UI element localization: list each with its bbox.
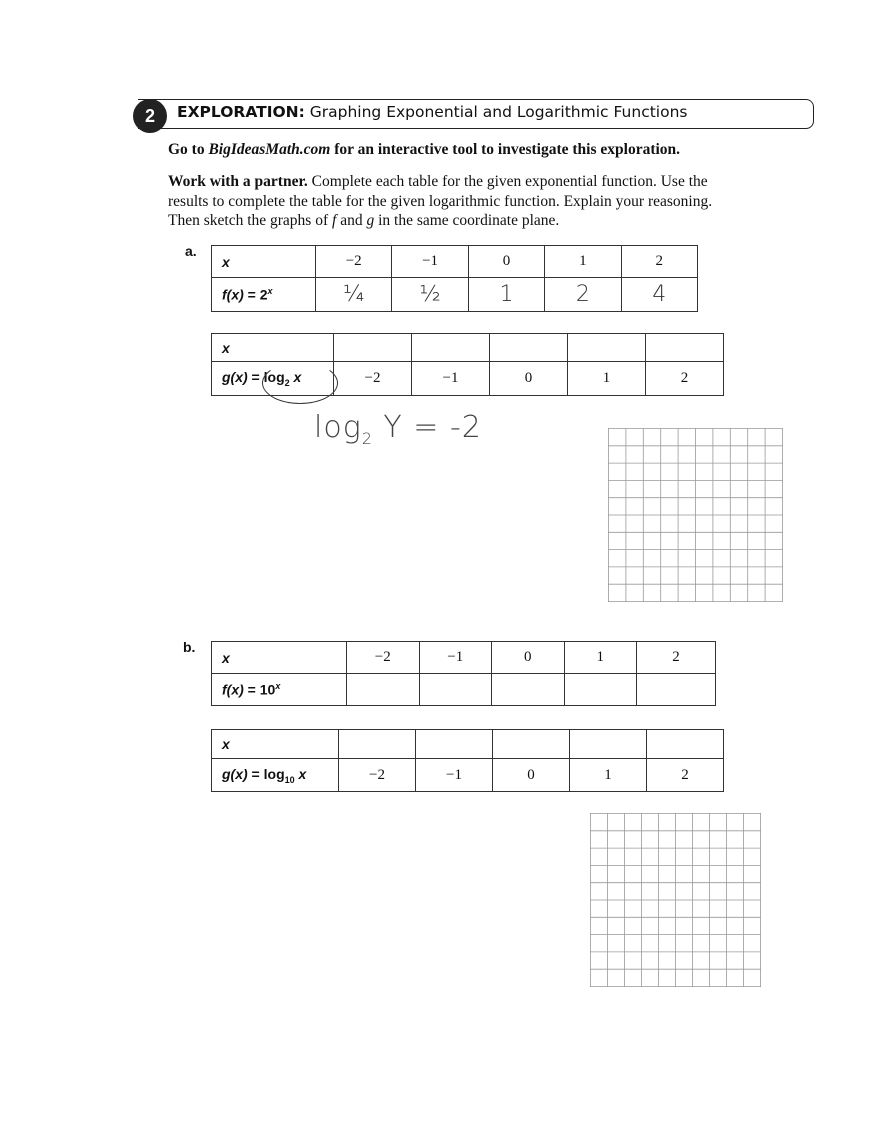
part-a-x-row <box>212 246 698 278</box>
part-b-gx-row <box>212 730 724 759</box>
part-a-coordinate-grid[interactable] <box>608 428 783 602</box>
part-a-f-cell[interactable] <box>545 278 621 312</box>
g-label-base: 2 <box>284 377 290 388</box>
g-label-eq: = log <box>247 369 285 386</box>
part-a-g-value: 0 <box>490 362 568 396</box>
part-a-x-value: 0 <box>468 246 544 278</box>
part-b-g-value: 1 <box>570 759 647 792</box>
g-label-base: 10 <box>284 774 295 785</box>
exploration-title-rest: Graphing Exponential and Logarithmic Functions <box>304 103 688 121</box>
part-b-g-value: −2 <box>339 759 416 792</box>
f-label-eq: = 10 <box>243 681 276 698</box>
f-label-exp: x <box>267 286 273 297</box>
part-a-f-cell[interactable] <box>621 278 697 312</box>
handwritten-value: 4 <box>652 282 667 307</box>
part-b-x-value: 0 <box>492 642 565 674</box>
handwritten-value: 2 <box>575 282 590 307</box>
part-b-f-header <box>212 674 347 706</box>
part-a-f-cell[interactable] <box>468 278 544 312</box>
note-base: 2 <box>361 429 373 448</box>
instructions-lead: Work with a partner. <box>168 173 308 190</box>
part-b-f-cell[interactable] <box>564 674 637 706</box>
part-b-exponential-table <box>211 641 716 706</box>
instructions-g: g <box>366 212 375 229</box>
part-b-gx-cell[interactable] <box>339 730 416 759</box>
handwritten-note <box>314 410 482 448</box>
part-a-exponential-table <box>211 245 698 312</box>
instructions-text2: in the same coordinate plane. <box>374 212 560 229</box>
part-a-f-header <box>212 278 316 312</box>
part-b-logarithmic-table <box>211 729 724 792</box>
part-a-gx-cell[interactable] <box>568 334 646 362</box>
part-b-g-value: 2 <box>647 759 724 792</box>
part-b-x-value: 1 <box>564 642 637 674</box>
handwritten-value: ½ <box>419 282 441 307</box>
part-a-gx-cell[interactable] <box>412 334 490 362</box>
intro-line <box>168 140 738 160</box>
part-a-x-value: −1 <box>392 246 468 278</box>
part-b-x-value: −2 <box>347 642 420 674</box>
intro-pre: Go to <box>168 141 209 158</box>
part-b-x-header: x <box>212 642 347 674</box>
part-b-gx-cell[interactable] <box>647 730 724 759</box>
part-b-g-row <box>212 759 724 792</box>
instructions-paragraph <box>168 172 738 231</box>
instructions-f: f <box>332 212 337 229</box>
f-label-eq: = 2 <box>243 286 268 303</box>
part-b-gx-cell[interactable] <box>493 730 570 759</box>
g-label-fn: g(x) <box>222 765 248 782</box>
part-b-x-value: 2 <box>637 642 716 674</box>
part-a-gx-cell[interactable] <box>646 334 724 362</box>
g-label-var: x <box>289 369 302 386</box>
part-a-label: a. <box>185 243 197 259</box>
g-label-var: x <box>294 765 307 782</box>
intro-post: for an interactive tool to investigate this exploration. <box>330 141 681 158</box>
instructions-and: and <box>336 212 367 229</box>
exploration-title-bold: EXPLORATION: <box>177 103 305 121</box>
part-a-f-row <box>212 278 698 312</box>
part-b-gx-cell[interactable] <box>416 730 493 759</box>
part-a-g-value: 1 <box>568 362 646 396</box>
exploration-number-badge <box>133 99 167 133</box>
part-a-gx-header: x <box>212 334 334 362</box>
g-label-fn: g(x) <box>222 369 248 386</box>
part-b-coordinate-grid[interactable] <box>590 813 761 987</box>
part-a-x-value: 2 <box>621 246 697 278</box>
exploration-number: 2 <box>144 105 155 126</box>
part-b-label: b. <box>183 639 196 655</box>
part-a-gx-cell[interactable] <box>334 334 412 362</box>
part-b-f-cell[interactable] <box>637 674 716 706</box>
part-a-g-value: −2 <box>334 362 412 396</box>
part-a-x-value: −2 <box>316 246 392 278</box>
part-a-g-value: 2 <box>646 362 724 396</box>
note-post: Y = -2 <box>372 410 482 445</box>
part-b-gx-cell[interactable] <box>570 730 647 759</box>
part-b-f-row <box>212 674 716 706</box>
part-b-g-value: −1 <box>416 759 493 792</box>
part-a-g-value: −1 <box>412 362 490 396</box>
instructions-text1: Complete each table for the given exponential function. Use the results to complete the table for the given logarithmic function. Explain your reasoning. Then sketch the graphs of <box>168 173 713 229</box>
part-b-f-cell[interactable] <box>347 674 420 706</box>
note-pre: log <box>314 410 362 445</box>
part-b-x-row <box>212 642 716 674</box>
f-label-exp: x <box>275 681 281 692</box>
part-b-x-value: −1 <box>419 642 492 674</box>
part-a-f-cell[interactable] <box>392 278 468 312</box>
part-a-x-header: x <box>212 246 316 278</box>
part-a-f-cell[interactable] <box>316 278 392 312</box>
exploration-title <box>177 103 688 121</box>
part-b-g-header <box>212 759 339 792</box>
handwritten-circle-mark <box>262 362 338 404</box>
part-b-g-value: 0 <box>493 759 570 792</box>
f-label-fn: f(x) <box>222 681 244 698</box>
part-b-f-cell[interactable] <box>419 674 492 706</box>
intro-site-link[interactable]: BigIdeasMath.com <box>208 141 331 158</box>
handwritten-value: 1 <box>499 282 514 307</box>
handwritten-value: ¼ <box>343 282 365 307</box>
part-a-gx-cell[interactable] <box>490 334 568 362</box>
part-b-f-cell[interactable] <box>492 674 565 706</box>
f-label-fn: f(x) <box>222 286 244 303</box>
part-a-gx-row <box>212 334 724 362</box>
g-label-eq: = log <box>247 765 285 782</box>
part-b-gx-header: x <box>212 730 339 759</box>
part-a-x-value: 1 <box>545 246 621 278</box>
